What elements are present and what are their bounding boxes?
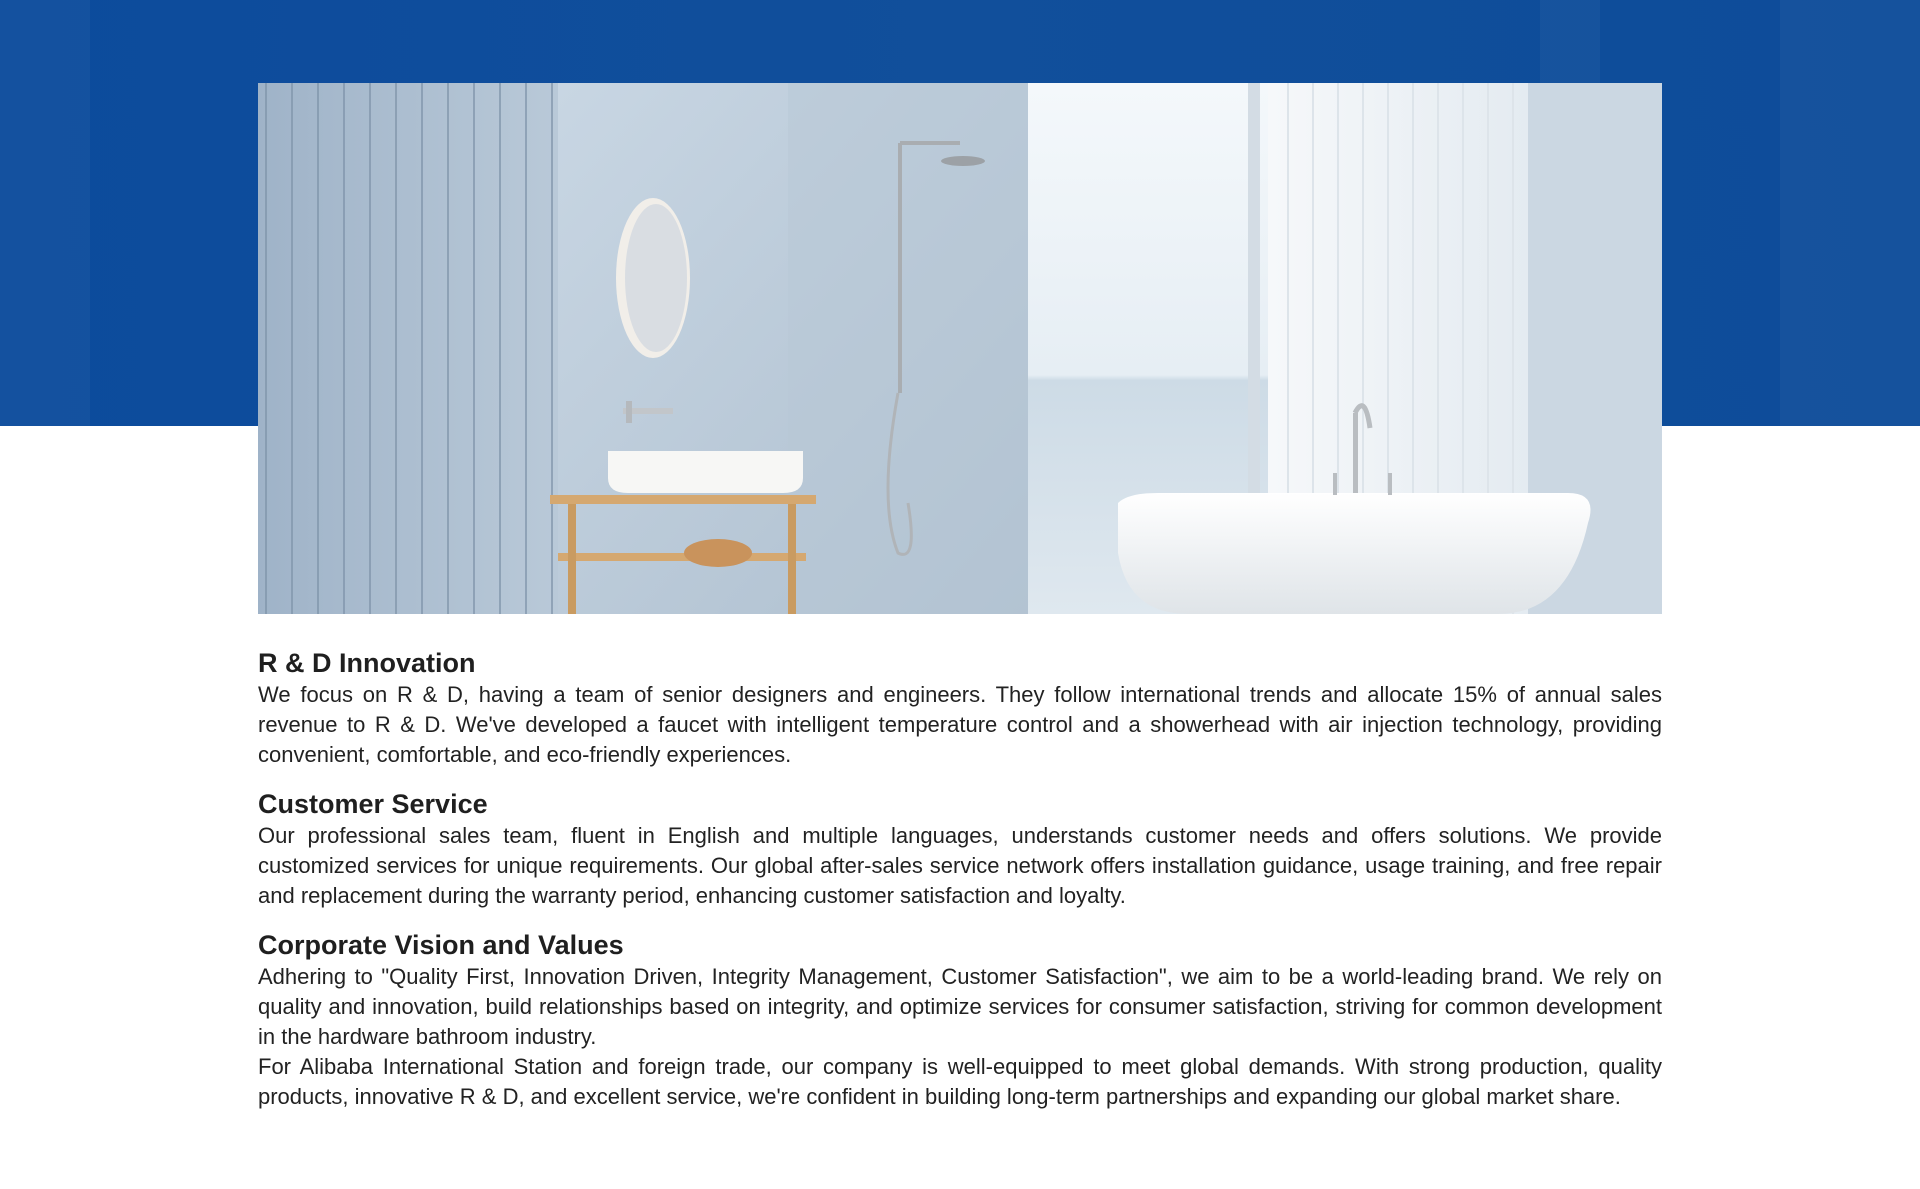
section-paragraph: Adhering to "Quality First, Innovation Driven, Integrity Management, Customer Satisfaction", we aim to be a world-leading brand. We rely on quality and innovation, build relationships based on integrity, and optimize services for consumer satisfaction, striving for common development in the hardware bathroom industry. [258, 964, 1662, 1049]
section-customer-service [258, 787, 1662, 911]
bathroom-photo-icon [258, 83, 1662, 614]
section-paragraph: We focus on R & D, having a team of senior designers and engineers. They follow international trends and allocate 15% of annual sales revenue to R & D. We've developed a faucet with intelligent temperature control and a showerhead with air injection technology, providing convenient, comfortable, and eco-friendly experiences. [258, 682, 1662, 767]
section-paragraph: For Alibaba International Station and foreign trade, our company is well-equipped to meet global demands. With strong production, quality products, innovative R & D, and excellent service, we're confident in building long-term partnerships and expanding our global market share. [258, 1054, 1662, 1109]
section-corporate-vision [258, 928, 1662, 1112]
section-paragraph: Our professional sales team, fluent in English and multiple languages, understands customer needs and offers solutions. We provide customized services for unique requirements. Our global after-sales service network offers installation guidance, usage training, and free repair and replacement during the warranty period, enhancing customer satisfaction and loyalty. [258, 823, 1662, 908]
content-sections [258, 646, 1662, 1112]
section-heading: R & D Innovation [258, 648, 476, 678]
section-heading: Corporate Vision and Values [258, 930, 624, 960]
section-heading: Customer Service [258, 789, 488, 819]
section-rd-innovation [258, 646, 1662, 770]
